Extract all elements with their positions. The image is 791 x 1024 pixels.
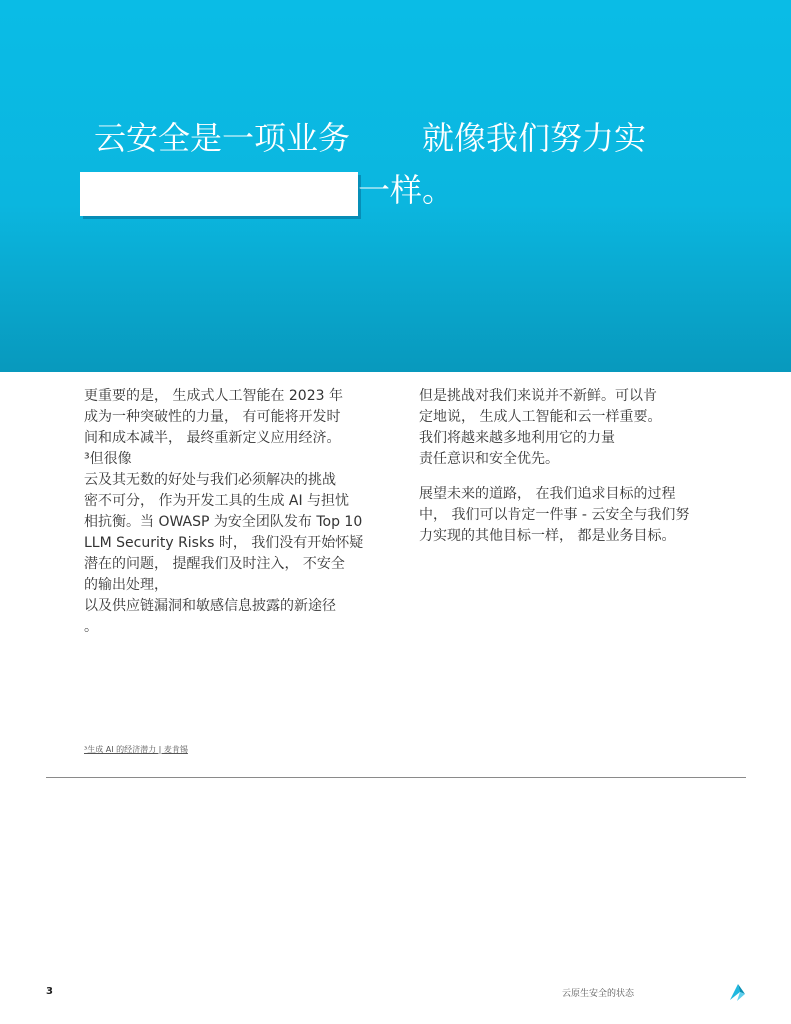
- right-line: 力实现的其他目标一样， 都是业务目标。: [419, 528, 676, 544]
- left-line: LLM Security Risks 时， 我们没有开始怀疑: [84, 535, 364, 551]
- left-line: 相抗衡。当 OWASP 为安全团队发布 Top 10: [84, 514, 363, 530]
- hero-title-part-a: 云安全是一项业务: [94, 119, 351, 157]
- left-line: 云及其无数的好处与我们必须解决的挑战: [84, 472, 336, 488]
- left-line: 密不可分， 作为开发工具的生成 AI 与担忧: [84, 493, 350, 509]
- left-line: 潜在的问题， 提醒我们及时注入， 不安全: [84, 556, 345, 572]
- divider: [46, 777, 746, 778]
- right-line: 中， 我们可以肯定一件事 - 云安全与我们努: [419, 507, 690, 523]
- hero-title: [94, 112, 694, 164]
- left-line: 间和成本减半， 最终重新定义应用经济。: [84, 430, 341, 446]
- left-line: 以及供应链漏洞和敏感信息披露的新途径: [84, 598, 336, 614]
- left-column: [84, 386, 394, 638]
- hero-title-part-b: 就像我们努力实: [422, 119, 647, 157]
- right-line: 但是挑战对我们来说并不新鲜。可以肯: [419, 388, 657, 404]
- footnote-link[interactable]: ³生成 AI 的经济潜力 | 麦肯锡: [84, 745, 188, 754]
- left-line: ³但很像: [84, 451, 132, 467]
- right-line: 责任意识和安全优先。: [419, 451, 559, 467]
- brand-logo-icon: [728, 982, 746, 1002]
- right-line: 展望未来的道路， 在我们追求目标的过程: [419, 486, 676, 502]
- hero-title-line-2-tail: 一样。: [358, 171, 455, 209]
- left-line: 成为一种突破性的力量， 有可能将开发时: [84, 409, 341, 425]
- hero-title-line-1: [94, 112, 694, 164]
- page-number: 3: [46, 986, 53, 997]
- redaction-box: [80, 172, 358, 216]
- left-line: 。: [84, 619, 98, 635]
- right-line: 我们将越来越多地利用它的力量: [419, 430, 615, 446]
- footer-doc-title: 云原生安全的状态: [562, 989, 635, 999]
- left-line: 更重要的是， 生成式人工智能在 2023 年: [84, 388, 343, 404]
- left-line: 的输出处理，: [84, 577, 168, 593]
- right-line: 定地说， 生成人工智能和云一样重要。: [419, 409, 662, 425]
- right-column: [419, 386, 739, 547]
